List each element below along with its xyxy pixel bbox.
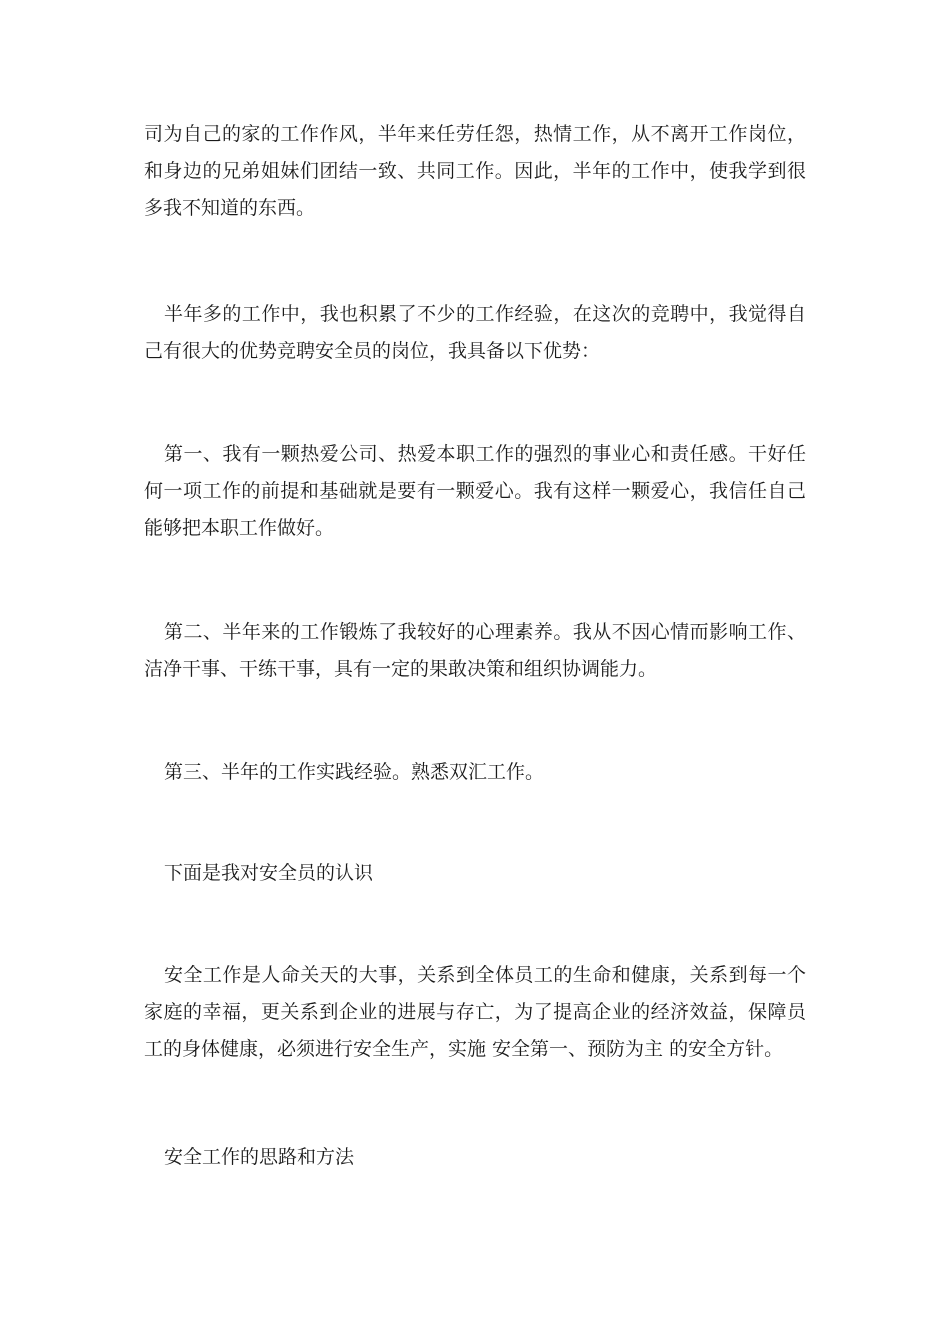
- paragraph-experience: 半年多的工作中，我也积累了不少的工作经验，在这次的竞聘中，我觉得自己有很大的优势竞聘安全员的岗位，我具备以下优势：: [144, 303, 806, 362]
- heading-safety-methods: 安全工作的思路和方法: [164, 1146, 355, 1168]
- paragraph-safety-importance: 安全工作是人命关天的大事，关系到全体员工的生命和健康，关系到每一个家庭的幸福，更关系到企业的进展与存亡，为了提高企业的经济效益，保障员工的身体健康，必须进行安全生产，实施 安全第一、预防为主 的安全方针。: [144, 964, 806, 1060]
- paragraph-advantage-two: 第二、半年来的工作锻炼了我较好的心理素养。我从不因心情而影响工作、洁净干事、干练干事，具有一定的果敢决策和组织协调能力。: [144, 621, 806, 680]
- paragraph-advantage-three: 第三、半年的工作实践经验。熟悉双汇工作。: [164, 761, 545, 783]
- paragraph-advantage-one: 第一、我有一颗热爱公司、热爱本职工作的强烈的事业心和责任感。干好任何一项工作的前提和基础就是要有一颗爱心。我有这样一颗爱心，我信任自己能够把本职工作做好。: [144, 443, 806, 539]
- paragraph-work-style: 司为自己的家的工作作风，半年来任劳任怨，热情工作，从不离开工作岗位，和身边的兄弟姐妹们团结一致、共同工作。因此，半年的工作中，使我学到很多我不知道的东西。: [144, 123, 806, 219]
- heading-safety-understanding: 下面是我对安全员的认识: [164, 862, 374, 884]
